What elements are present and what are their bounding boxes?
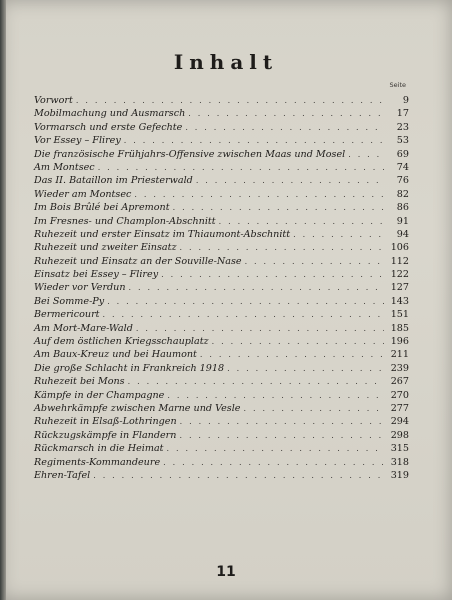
toc-leader-dots bbox=[107, 295, 384, 308]
page-number: 11 bbox=[216, 564, 236, 580]
toc-entry bbox=[34, 469, 409, 482]
toc-entry-page: 143 bbox=[390, 295, 409, 307]
toc-entry-page: 196 bbox=[390, 336, 409, 348]
toc-leader-dots bbox=[161, 268, 384, 281]
toc-entry bbox=[34, 402, 409, 415]
toc-entry-page: 315 bbox=[390, 443, 409, 455]
toc-entry bbox=[34, 228, 409, 241]
page-title: Inhalt bbox=[173, 50, 279, 74]
toc-entry-title: Einsatz bei Essey – Flirey bbox=[34, 269, 159, 281]
toc-entry-title: Am Baux-Kreuz und bei Haumont bbox=[34, 349, 197, 361]
toc-entry bbox=[34, 348, 409, 361]
toc-entry-page: 23 bbox=[396, 121, 409, 133]
toc-entry-title: Bermericourt bbox=[34, 309, 100, 321]
toc-entry-page: 86 bbox=[396, 202, 409, 214]
toc-leader-dots bbox=[196, 174, 384, 187]
toc-entry bbox=[34, 442, 409, 455]
toc-entry-page: 112 bbox=[390, 255, 409, 267]
toc-leader-dots bbox=[163, 456, 384, 469]
toc-entry-page: 106 bbox=[390, 242, 409, 254]
toc-entry-page: 239 bbox=[390, 362, 409, 374]
toc-entry bbox=[34, 121, 409, 134]
toc-leader-dots bbox=[219, 215, 384, 228]
toc-leader-dots bbox=[243, 402, 384, 415]
toc-entry-title: Ruhezeit und erster Einsatz im Thiaumont-Abschnitt bbox=[34, 228, 291, 240]
toc-entry bbox=[34, 375, 409, 388]
page-column-label: Seite bbox=[389, 81, 406, 89]
toc-entry bbox=[34, 241, 409, 254]
toc-entry-title: Ruhezeit und Einsatz an der Souville-Nase bbox=[34, 255, 242, 267]
toc-entry-page: 298 bbox=[390, 429, 409, 441]
toc-entry bbox=[34, 295, 409, 308]
toc-leader-dots bbox=[185, 121, 384, 134]
toc-entry-page: 82 bbox=[396, 188, 409, 200]
toc-entry-page: 69 bbox=[396, 148, 409, 160]
book-gutter bbox=[0, 0, 6, 600]
toc-leader-dots bbox=[124, 134, 384, 147]
toc-entry-page: 127 bbox=[390, 282, 409, 294]
toc-entry-page: 270 bbox=[390, 389, 409, 401]
toc-entry-title: Wieder vor Verdun bbox=[34, 282, 126, 294]
toc-entry bbox=[34, 268, 409, 281]
toc-leader-dots bbox=[103, 308, 384, 321]
toc-leader-dots bbox=[293, 228, 384, 241]
toc-leader-dots bbox=[227, 362, 384, 375]
toc-entry bbox=[34, 107, 409, 120]
toc-entry-title: Rückzugskämpfe in Flandern bbox=[34, 429, 177, 441]
toc-entry bbox=[34, 134, 409, 147]
toc-entry bbox=[34, 94, 409, 107]
toc-leader-dots bbox=[93, 469, 384, 482]
toc-entry bbox=[34, 415, 409, 428]
toc-entry-title: Rückmarsch in die Heimat bbox=[34, 443, 164, 455]
toc-leader-dots bbox=[180, 241, 385, 254]
toc-leader-dots bbox=[167, 442, 384, 455]
toc-entry-title: Regiments-Kommandeure bbox=[34, 456, 161, 468]
toc-leader-dots bbox=[128, 375, 384, 388]
toc-entry-title: Abwehrkämpfe zwischen Marne und Vesle bbox=[34, 402, 241, 414]
toc-leader-dots bbox=[179, 429, 384, 442]
toc-leader-dots bbox=[76, 94, 384, 107]
toc-entry-page: 91 bbox=[396, 215, 409, 227]
toc-entry-title: Ruhezeit bei Mons bbox=[34, 376, 125, 388]
toc-entry-page: 76 bbox=[396, 175, 409, 187]
toc-entry-page: 53 bbox=[396, 135, 409, 147]
toc-leader-dots bbox=[173, 201, 384, 214]
toc-entry-title: Mobilmachung und Ausmarsch bbox=[34, 108, 186, 120]
toc-entry bbox=[34, 281, 409, 294]
toc-entry-title: Das II. Bataillon im Priesterwald bbox=[34, 175, 193, 187]
toc-entry bbox=[34, 389, 409, 402]
table-of-contents bbox=[34, 94, 409, 482]
toc-entry-page: 9 bbox=[402, 95, 409, 106]
toc-leader-dots bbox=[200, 348, 384, 361]
toc-entry-page: 211 bbox=[390, 349, 409, 361]
toc-entry bbox=[34, 255, 409, 268]
toc-entry-title: Vorwort bbox=[34, 95, 73, 106]
toc-entry bbox=[34, 322, 409, 335]
toc-entry-title: Vormarsch und erste Gefechte bbox=[34, 121, 183, 133]
toc-leader-dots bbox=[245, 255, 384, 268]
toc-entry bbox=[34, 335, 409, 348]
toc-leader-dots bbox=[212, 335, 384, 348]
toc-entry-title: Im Fresnes- und Champlon-Abschnitt bbox=[34, 215, 216, 227]
toc-entry-title: Kämpfe in der Champagne bbox=[34, 389, 165, 401]
toc-entry bbox=[34, 429, 409, 442]
toc-entry-page: 294 bbox=[390, 416, 409, 428]
toc-leader-dots bbox=[167, 389, 384, 402]
toc-entry-page: 319 bbox=[390, 469, 409, 481]
toc-leader-dots bbox=[180, 415, 384, 428]
toc-entry-title: Ehren-Tafel bbox=[34, 469, 91, 481]
toc-entry-title: Auf dem östlichen Kriegsschauplatz bbox=[34, 336, 209, 348]
toc-entry-title: Ruhezeit und zweiter Einsatz bbox=[34, 242, 177, 254]
toc-entry-title: Ruhezeit in Elsaß-Lothringen bbox=[34, 416, 177, 428]
toc-entry-page: 277 bbox=[390, 402, 409, 414]
toc-leader-dots bbox=[348, 148, 384, 161]
toc-entry bbox=[34, 174, 409, 187]
toc-leader-dots bbox=[136, 322, 384, 335]
toc-entry-title: Vor Essey – Flirey bbox=[34, 135, 121, 147]
toc-entry-title: Am Mort-Mare-Wald bbox=[34, 322, 133, 334]
toc-entry-page: 17 bbox=[396, 108, 409, 120]
toc-entry-title: Im Bois Brûlé bei Apremont bbox=[34, 202, 170, 214]
toc-entry bbox=[34, 215, 409, 228]
toc-entry-title: Bei Somme-Py bbox=[34, 295, 105, 307]
toc-entry-page: 122 bbox=[390, 269, 409, 281]
toc-entry bbox=[34, 456, 409, 469]
toc-entry-page: 185 bbox=[390, 322, 409, 334]
toc-entry bbox=[34, 201, 409, 214]
toc-leader-dots bbox=[98, 161, 384, 174]
toc-leader-dots bbox=[129, 281, 384, 294]
toc-entry-page: 267 bbox=[390, 376, 409, 388]
toc-leader-dots bbox=[188, 107, 384, 120]
toc-entry-title: Die große Schlacht in Frankreich 1918 bbox=[34, 362, 225, 374]
toc-entry bbox=[34, 362, 409, 375]
toc-entry-page: 94 bbox=[396, 228, 409, 240]
toc-leader-dots bbox=[134, 188, 384, 201]
toc-entry bbox=[34, 188, 409, 201]
toc-entry-page: 151 bbox=[390, 309, 409, 321]
toc-entry-title: Wieder am Montsec bbox=[34, 188, 132, 200]
toc-entry-page: 318 bbox=[390, 456, 409, 468]
toc-entry-page: 74 bbox=[396, 161, 409, 173]
toc-entry-title: Die französische Frühjahrs-Offensive zwischen Maas und Mosel bbox=[34, 148, 346, 160]
toc-entry bbox=[34, 148, 409, 161]
toc-entry-title: Am Montsec bbox=[34, 161, 95, 173]
toc-entry bbox=[34, 161, 409, 174]
toc-entry bbox=[34, 308, 409, 321]
